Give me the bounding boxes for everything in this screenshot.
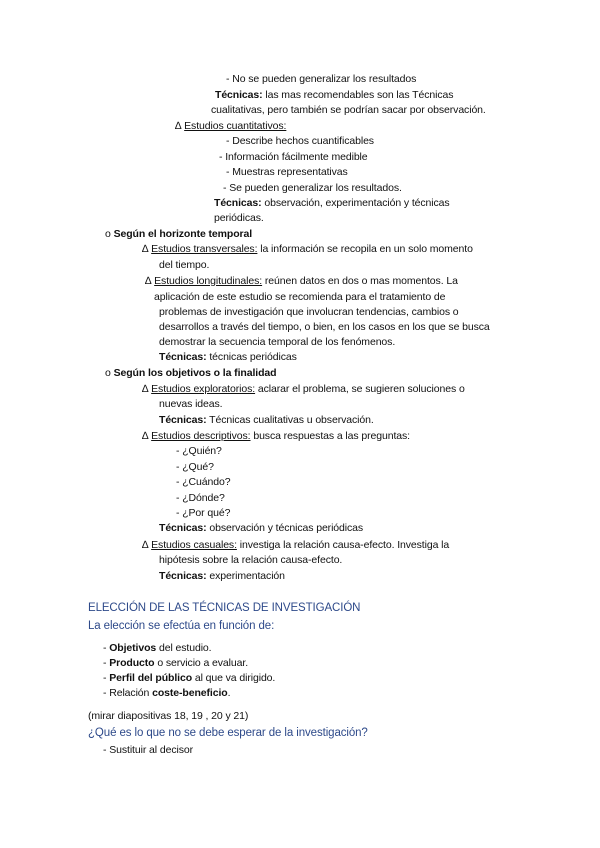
text-line: periódicas. bbox=[214, 212, 264, 224]
term: Estudios cuantitativos: bbox=[184, 120, 287, 132]
list-item bbox=[103, 686, 230, 700]
text-span: - bbox=[103, 672, 110, 684]
note: (mirar diapositivas 18, 19 , 20 y 21) bbox=[88, 710, 249, 722]
tecnicas-label: Técnicas: bbox=[215, 89, 263, 101]
delta-icon: ∆ bbox=[145, 275, 152, 287]
text-span: al que va dirigido. bbox=[192, 672, 276, 684]
text-line: problemas de investigación que involucran tendencias, cambios o bbox=[159, 306, 459, 318]
heading-text: Según los objetivos o la finalidad bbox=[113, 367, 277, 379]
text-line: - No se pueden generalizar los resultados bbox=[226, 73, 417, 85]
text-line: hipótesis sobre la relación causa-efecto. bbox=[159, 554, 343, 566]
text-line: cualitativas, pero también se podrían sacar por observación. bbox=[211, 104, 486, 116]
list-item: - ¿Quién? bbox=[176, 445, 222, 457]
text-span: aclarar el problema, se sugieren soluciones o bbox=[255, 383, 465, 395]
tecnicas-label: Técnicas: bbox=[214, 197, 262, 209]
delta-icon: ∆ bbox=[142, 430, 149, 442]
tecnicas-label: Técnicas: bbox=[159, 522, 207, 534]
text-span: reúnen datos en dos o mas momentos. La bbox=[262, 275, 458, 287]
text-span: o servicio a evaluar. bbox=[154, 657, 249, 669]
list-item: - ¿Dónde? bbox=[176, 492, 225, 504]
heading-text: Según el horizonte temporal bbox=[113, 228, 253, 240]
text-line bbox=[159, 350, 297, 364]
list-item: - ¿Por qué? bbox=[176, 507, 231, 519]
text-span: - bbox=[103, 657, 110, 669]
term: Estudios transversales: bbox=[151, 243, 258, 255]
section-heading bbox=[175, 119, 286, 133]
text-line: aplicación de este estudio se recomienda para el tratamiento de bbox=[154, 291, 446, 303]
delta-icon: ∆ bbox=[142, 383, 149, 395]
text-span: del estudio. bbox=[156, 642, 212, 654]
list-item bbox=[103, 656, 248, 670]
list-item: - Información fácilmente medible bbox=[219, 151, 368, 163]
tecnicas-label: Técnicas: bbox=[159, 570, 207, 582]
text-span: - bbox=[103, 642, 110, 654]
bullet-icon: o bbox=[105, 228, 111, 240]
text-span: Relación bbox=[109, 687, 153, 699]
term: Estudios exploratorios: bbox=[151, 383, 256, 395]
bullet-icon: o bbox=[105, 367, 111, 379]
text-line bbox=[159, 569, 285, 583]
text-span: la información se recopila en un solo momento bbox=[257, 243, 473, 255]
text-span: . bbox=[227, 687, 231, 699]
section-title: ELECCIÓN DE LAS TÉCNICAS DE INVESTIGACIÓN bbox=[88, 602, 361, 614]
subheading: La elección se efectúa en función de: bbox=[88, 620, 275, 632]
text-line bbox=[145, 274, 458, 288]
text-span: Producto bbox=[109, 657, 155, 669]
delta-icon: ∆ bbox=[175, 120, 182, 132]
text-line bbox=[142, 382, 465, 396]
text-line bbox=[142, 429, 410, 443]
text-span: técnicas periódicas bbox=[206, 351, 297, 363]
text-line bbox=[142, 538, 449, 552]
text-line bbox=[142, 242, 473, 256]
text-line: desarrollos a través del tiempo, o bien, en los casos en los que se busca bbox=[159, 321, 490, 333]
text-span: investiga la relación causa-efecto. Investiga la bbox=[236, 539, 450, 551]
tecnicas-label: Técnicas: bbox=[159, 351, 207, 363]
list-item: - ¿Cuándo? bbox=[176, 476, 231, 488]
text-line bbox=[214, 196, 450, 210]
text-line: demostrar la secuencia temporal de los fenómenos. bbox=[159, 336, 396, 348]
text-span: observación y técnicas periódicas bbox=[206, 522, 364, 534]
list-item: - Sustituir al decisor bbox=[103, 744, 193, 756]
term: Estudios descriptivos: bbox=[151, 430, 251, 442]
text-line: nuevas ideas. bbox=[159, 398, 223, 410]
question: ¿Qué es lo que no se debe esperar de la investigación? bbox=[88, 727, 368, 739]
section-heading bbox=[105, 366, 276, 380]
text-span: Técnicas cualitativas u observación. bbox=[206, 414, 374, 426]
text-span: observación, experimentación y técnicas bbox=[261, 197, 450, 209]
text-span: busca respuestas a las preguntas: bbox=[250, 430, 410, 442]
list-item: - Muestras representativas bbox=[226, 166, 348, 178]
text-span: coste-beneficio bbox=[152, 687, 228, 699]
delta-icon: ∆ bbox=[142, 539, 149, 551]
delta-icon: ∆ bbox=[142, 243, 149, 255]
tecnicas-label: Técnicas: bbox=[159, 414, 207, 426]
term: Estudios casuales: bbox=[151, 539, 237, 551]
text-line: del tiempo. bbox=[159, 259, 210, 271]
list-item: - ¿Qué? bbox=[176, 461, 214, 473]
term: Estudios longitudinales: bbox=[154, 275, 263, 287]
text-line bbox=[159, 413, 374, 427]
text-line bbox=[159, 521, 363, 535]
text-span: las mas recomendables son las Técnicas bbox=[262, 89, 454, 101]
list-item bbox=[103, 671, 275, 685]
text-span: - bbox=[103, 687, 110, 699]
list-item bbox=[103, 641, 212, 655]
text-span: experimentación bbox=[206, 570, 285, 582]
text-line bbox=[215, 88, 453, 102]
section-heading bbox=[105, 227, 252, 241]
list-item: - Describe hechos cuantificables bbox=[226, 135, 374, 147]
list-item: - Se pueden generalizar los resultados. bbox=[223, 182, 402, 194]
text-span: Perfil del público bbox=[109, 672, 193, 684]
text-span: Objetivos bbox=[109, 642, 157, 654]
